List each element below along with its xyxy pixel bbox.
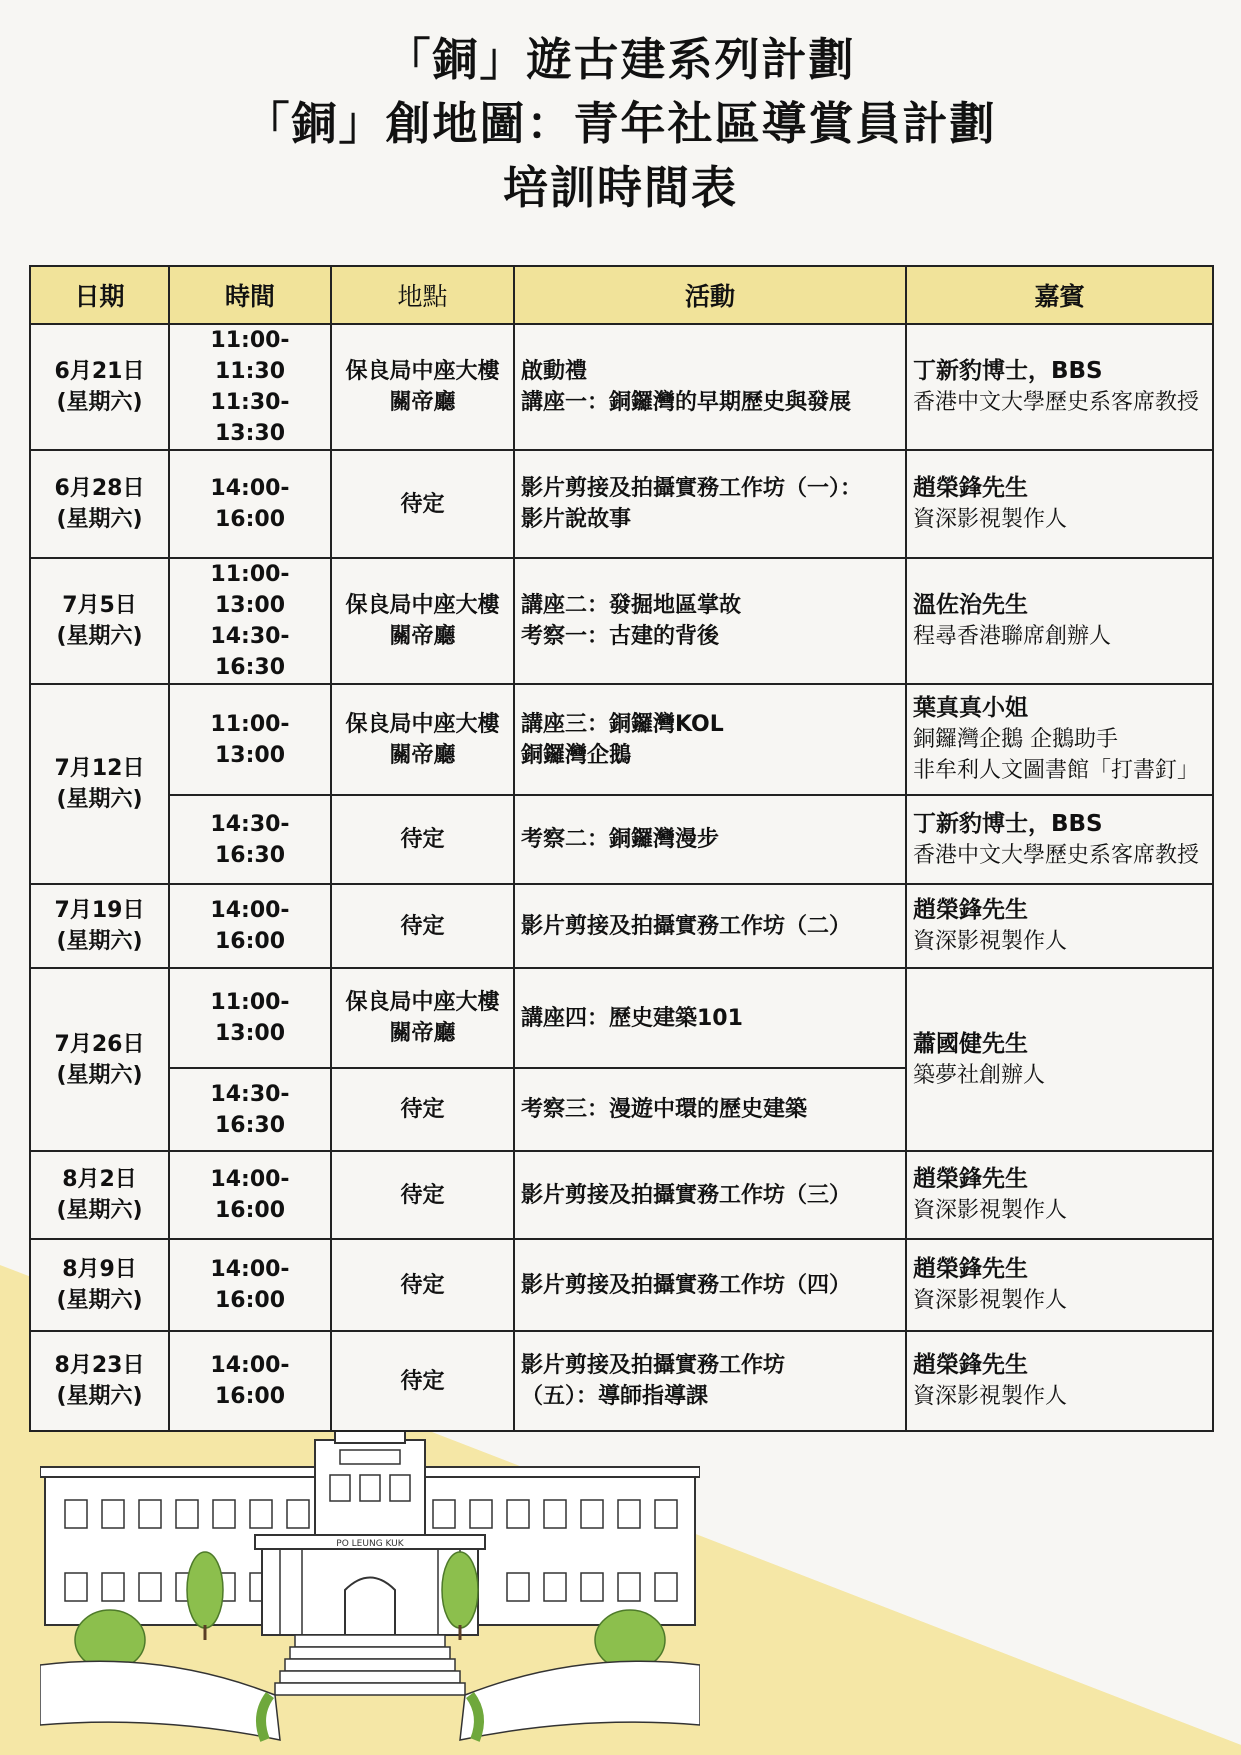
date-cell: 7月26日 (星期六): [30, 968, 169, 1151]
table-row: [30, 324, 1213, 450]
time-cell: 11:00-11:30 11:30-13:30: [169, 324, 331, 450]
activity-cell: 講座四：歷史建築101: [514, 968, 906, 1068]
venue-cell: 待定: [331, 795, 514, 884]
project-series-title: 「銅」遊古建系列計劃: [385, 33, 856, 86]
activity-cell: 講座二：發掘地區掌故 考察一：古建的背後: [514, 558, 906, 684]
table-row: [30, 968, 1213, 1068]
header-time: 時間: [169, 266, 331, 324]
date-cell: 8月23日 (星期六): [30, 1331, 169, 1431]
date-cell: 6月28日 (星期六): [30, 450, 169, 558]
activity-cell: 考察三：漫遊中環的歷史建築: [514, 1068, 906, 1151]
training-schedule-table: [29, 265, 1214, 1432]
header-venue: 地點: [331, 266, 514, 324]
venue-cell: 待定: [331, 884, 514, 968]
venue-cell: 保良局中座大樓 關帝廳: [331, 558, 514, 684]
date-cell: 6月21日 (星期六): [30, 324, 169, 450]
time-cell: 14:00-16:00: [169, 1151, 331, 1239]
activity-cell: 啟動禮 講座一：銅鑼灣的早期歷史與發展: [514, 324, 906, 450]
table-row: [30, 450, 1213, 558]
table-row: [30, 795, 1213, 884]
guest-cell: 蕭國健先生 築夢社創辦人: [906, 968, 1213, 1151]
guest-cell: 葉真真小姐 銅鑼灣企鵝 企鵝助手 非牟利人文圖書館「打書釘」: [906, 684, 1213, 795]
table-row: [30, 1331, 1213, 1431]
venue-cell: 保良局中座大樓 關帝廳: [331, 684, 514, 795]
venue-cell: 保良局中座大樓 關帝廳: [331, 968, 514, 1068]
time-cell: 14:30-16:30: [169, 1068, 331, 1151]
date-cell: 8月9日 (星期六): [30, 1239, 169, 1331]
time-cell: 14:00-16:00: [169, 884, 331, 968]
venue-cell: 待定: [331, 450, 514, 558]
guest-cell: 趙榮鋒先生 資深影視製作人: [906, 1151, 1213, 1239]
venue-cell: 待定: [331, 1151, 514, 1239]
table-row: [30, 884, 1213, 968]
activity-cell: 影片剪接及拍攝實務工作坊 （五）：導師指導課: [514, 1331, 906, 1431]
project-title: 「銅」創地圖：青年社區導賞員計劃: [244, 97, 997, 150]
header-guest: 嘉賓: [906, 266, 1213, 324]
table-row: [30, 558, 1213, 684]
time-cell: 14:30-16:30: [169, 795, 331, 884]
activity-cell: 影片剪接及拍攝實務工作坊（一）： 影片說故事: [514, 450, 906, 558]
table-header-row: [30, 266, 1213, 324]
date-cell: 7月5日 (星期六): [30, 558, 169, 684]
guest-cell: 趙榮鋒先生 資深影視製作人: [906, 450, 1213, 558]
guest-cell: 趙榮鋒先生 資深影視製作人: [906, 1331, 1213, 1431]
table-row: [30, 1239, 1213, 1331]
activity-cell: 考察二：銅鑼灣漫步: [514, 795, 906, 884]
guest-cell: 丁新豹博士，BBS 香港中文大學歷史系客席教授: [906, 324, 1213, 450]
guest-cell: 溫佐治先生 程尋香港聯席創辦人: [906, 558, 1213, 684]
venue-cell: 待定: [331, 1239, 514, 1331]
schedule-title: 培訓時間表: [502, 161, 738, 214]
guest-cell: 趙榮鋒先生 資深影視製作人: [906, 884, 1213, 968]
table-row: [30, 684, 1213, 795]
time-cell: 14:00-16:00: [169, 1239, 331, 1331]
po-leung-kuk-building-illustration: [40, 1395, 700, 1745]
building-sign: PO LEUNG KUK: [336, 1539, 404, 1549]
table-row: [30, 1151, 1213, 1239]
header-activity: 活動: [514, 266, 906, 324]
guest-cell: 丁新豹博士，BBS 香港中文大學歷史系客席教授: [906, 795, 1213, 884]
venue-cell: 待定: [331, 1331, 514, 1431]
activity-cell: 影片剪接及拍攝實務工作坊（四）: [514, 1239, 906, 1331]
activity-cell: 講座三：銅鑼灣KOL 銅鑼灣企鵝: [514, 684, 906, 795]
date-cell: 7月12日 (星期六): [30, 684, 169, 884]
time-cell: 11:00-13:00: [169, 968, 331, 1068]
date-cell: 8月2日 (星期六): [30, 1151, 169, 1239]
time-cell: 11:00-13:00: [169, 684, 331, 795]
activity-cell: 影片剪接及拍攝實務工作坊（二）: [514, 884, 906, 968]
date-cell: 7月19日 (星期六): [30, 884, 169, 968]
venue-cell: 保良局中座大樓 關帝廳: [331, 324, 514, 450]
time-cell: 14:00-16:00: [169, 1331, 331, 1431]
time-cell: 14:00-16:00: [169, 450, 331, 558]
time-cell: 11:00-13:00 14:30-16:30: [169, 558, 331, 684]
activity-cell: 影片剪接及拍攝實務工作坊（三）: [514, 1151, 906, 1239]
tree-icon: [187, 1552, 223, 1640]
header-date: 日期: [30, 266, 169, 324]
guest-cell: 趙榮鋒先生 資深影視製作人: [906, 1239, 1213, 1331]
title-block: [0, 28, 1241, 220]
venue-cell: 待定: [331, 1068, 514, 1151]
